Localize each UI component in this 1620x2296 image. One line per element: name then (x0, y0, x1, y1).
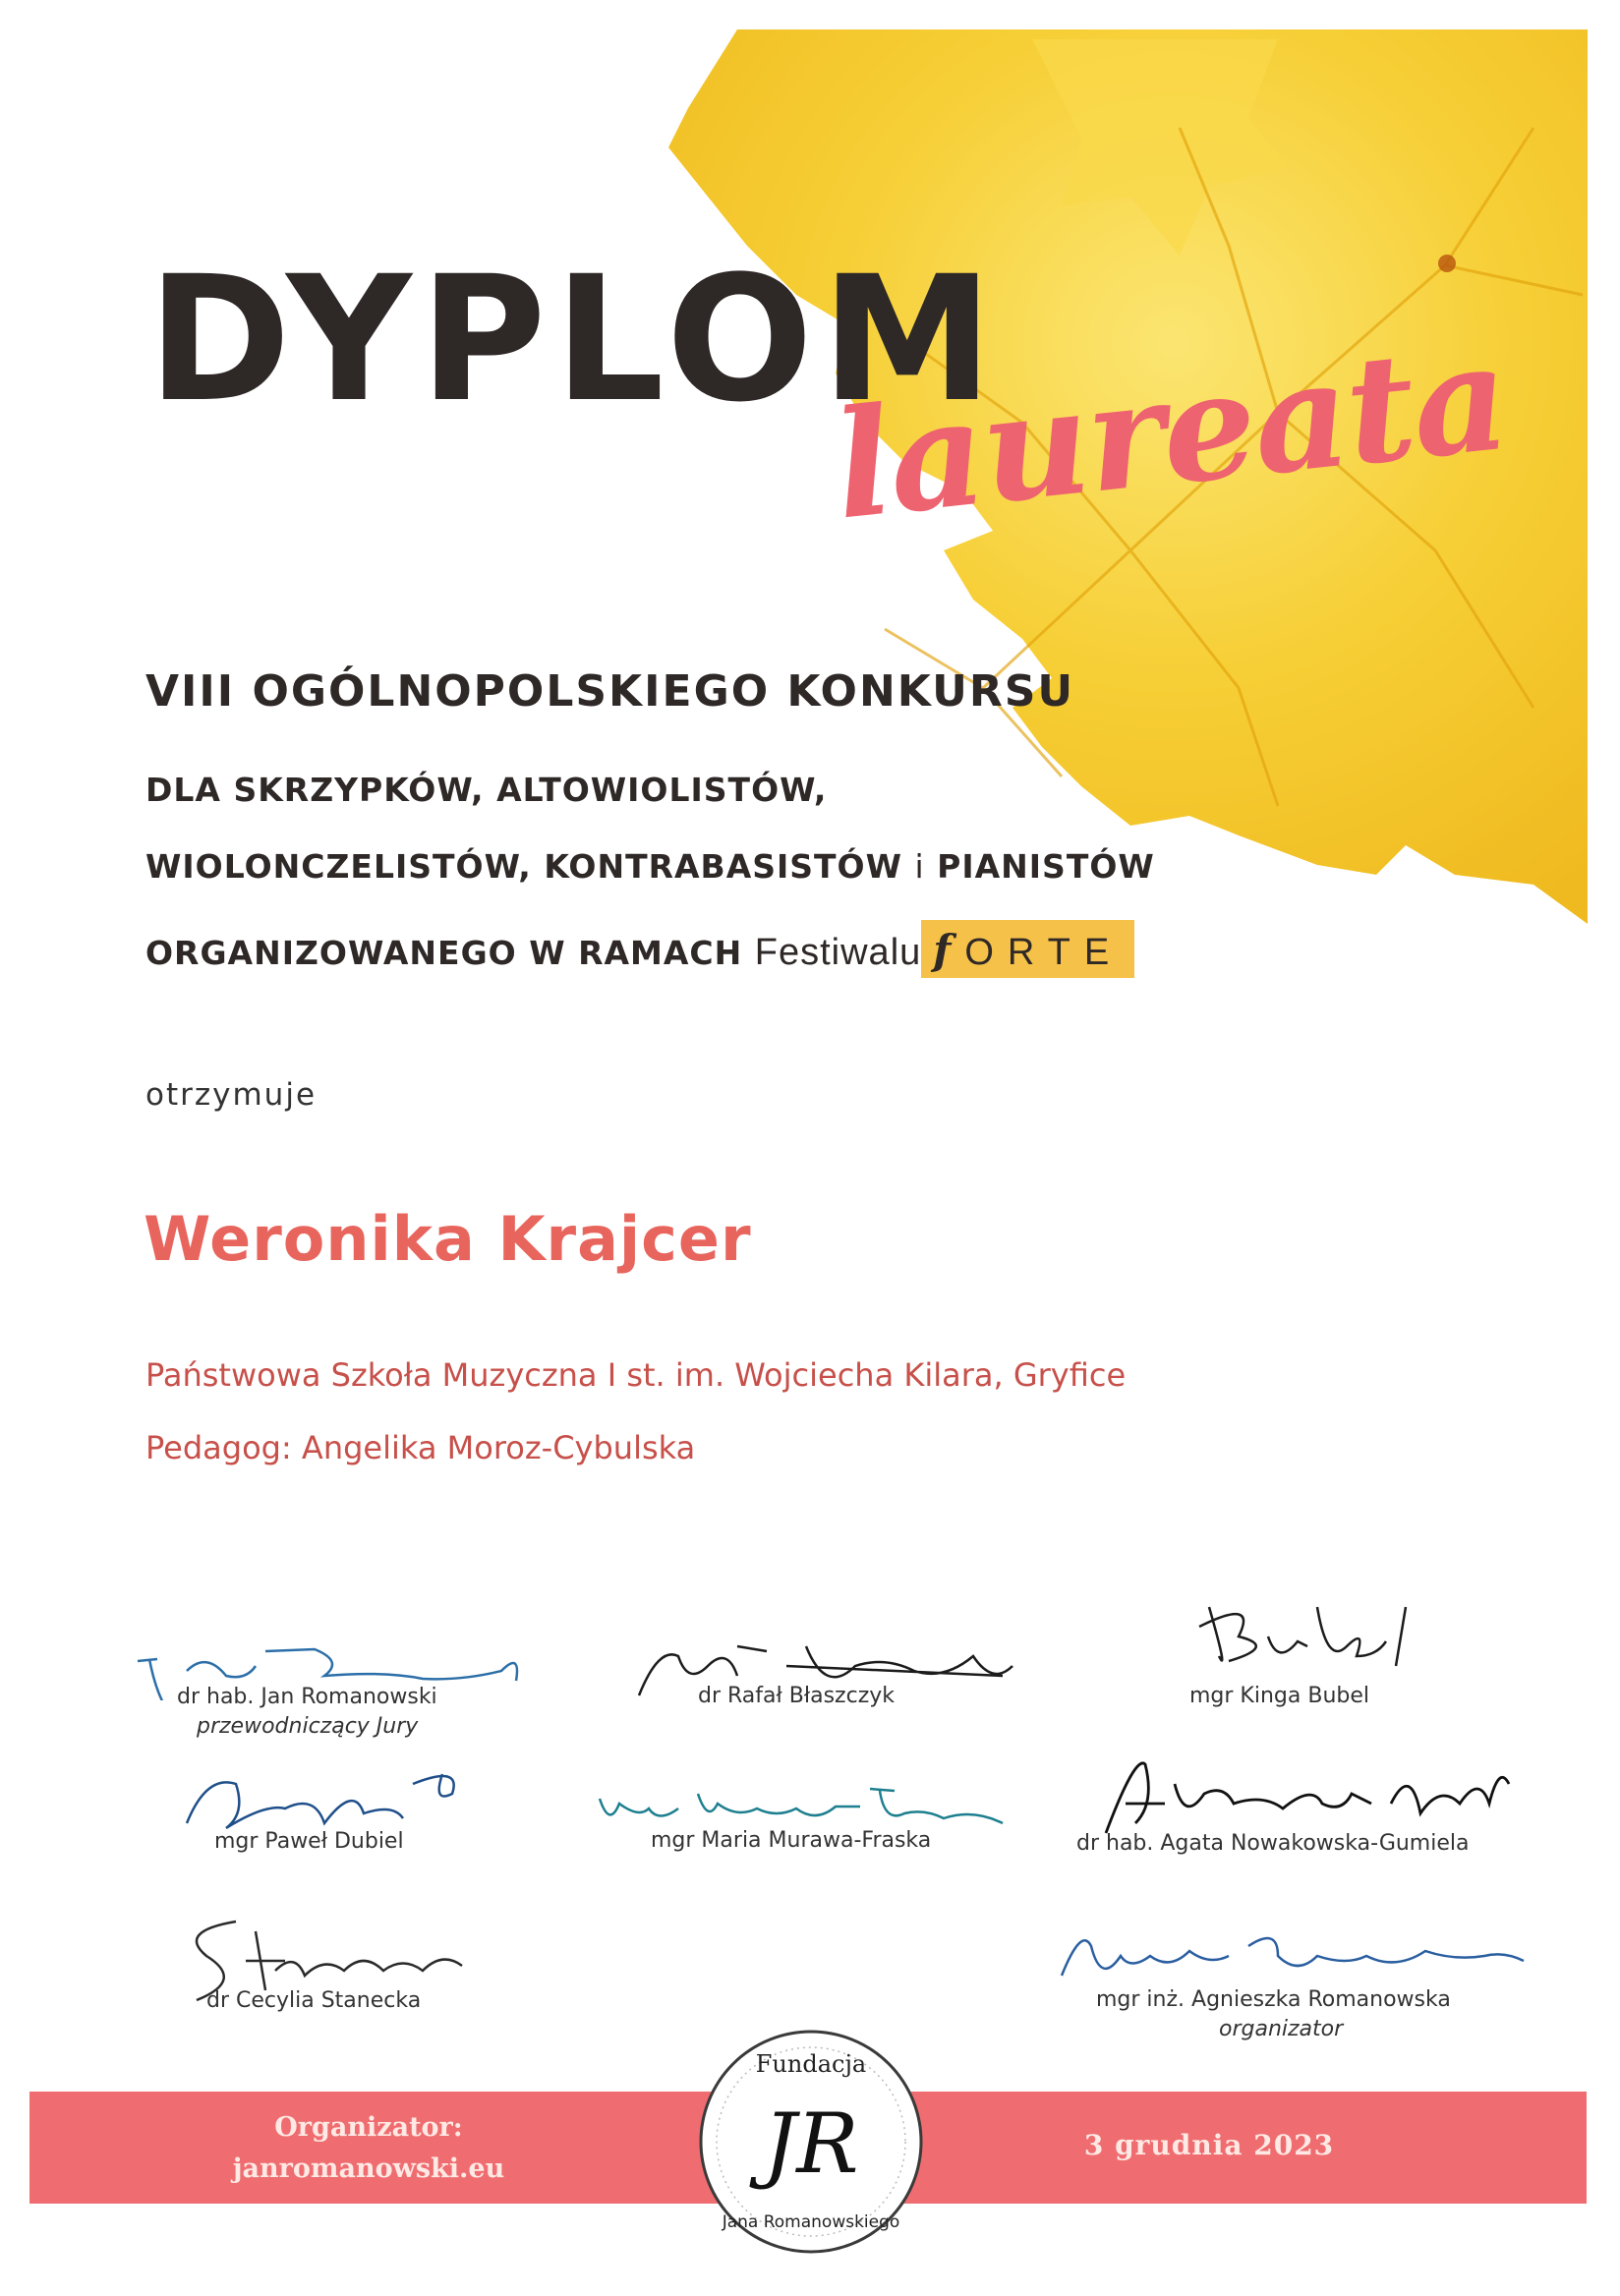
signature-block (167, 1754, 501, 1863)
handwritten-signature (1170, 1587, 1504, 1676)
contest-line-4 (145, 920, 1134, 978)
jury-member-name: dr hab. Agata Nowakowska-Gumiela (1076, 1831, 1470, 1856)
jury-member-name: mgr inż. Agnieszka Romanowska (1096, 1987, 1451, 2012)
jury-member-name: dr Rafał Błaszczyk (698, 1684, 895, 1708)
jury-member-name: mgr Paweł Dubiel (214, 1829, 404, 1854)
signature-block (177, 1912, 492, 2020)
logo-bottom-text: Jana Romanowskiego (722, 2212, 900, 2232)
foundation-logo (694, 2025, 928, 2259)
handwritten-signature (1052, 1917, 1543, 1995)
recipient-name: Weronika Krajcer (144, 1203, 752, 1275)
jury-member-role: organizator (1219, 2017, 1344, 2041)
award-date: 3 grudnia 2023 (1083, 2129, 1335, 2161)
jury-member-name: dr hab. Jan Romanowski (177, 1685, 437, 1709)
festival-word: Festiwalu (754, 932, 922, 973)
contest-line-3-b: PIANISTÓW (924, 847, 1155, 886)
contest-line-2: DLA SKRZYPKÓW, ALTOWIOLISTÓW, (145, 771, 828, 809)
contest-line-3-a: WIOLONCZELISTÓW, KONTRABASISTÓW (145, 847, 915, 886)
contest-line-3-i: i (914, 847, 925, 886)
signature-block (629, 1627, 1022, 1735)
contest-line-3 (145, 847, 1155, 886)
organizer-website: janromanowski.eu (232, 2153, 505, 2184)
organizer-block (226, 2107, 511, 2190)
logo-top-text: Fundacja (755, 2050, 867, 2078)
contest-line-4-text: ORGANIZOWANEGO W RAMACH (145, 934, 755, 972)
forte-logo-rest: ORTE (964, 932, 1124, 973)
handwritten-signature (1076, 1745, 1538, 1843)
signature-block (1170, 1587, 1504, 1715)
logo-monogram: JR (763, 2095, 859, 2192)
jury-member-name: mgr Kinga Bubel (1189, 1684, 1370, 1708)
jury-member-name: dr Cecylia Stanecka (206, 1988, 422, 2013)
signature-block (1076, 1745, 1538, 1863)
jury-member-role: przewodniczący Jury (197, 1714, 419, 1739)
forte-logo (921, 920, 1134, 978)
receives-label: otrzymuje (145, 1077, 318, 1113)
signature-block (1052, 1917, 1543, 2044)
diploma-subtitle: laureata (826, 310, 1515, 553)
contest-heading: VIII OGÓLNOPOLSKIEGO KONKURSU (145, 666, 1075, 717)
diploma-title: DYPLOM (147, 239, 1002, 440)
teacher-name: Pedagog: Angelika Moroz-Cybulska (145, 1429, 696, 1466)
organizer-label: Organizator: (274, 2112, 463, 2143)
school-name: Państwowa Szkoła Muzyczna I st. im. Wojciecha Kilara, Gryfice (145, 1356, 1127, 1394)
forte-logo-f: f (933, 926, 965, 974)
signature-block (128, 1622, 560, 1750)
jury-member-name: mgr Maria Murawa-Fraska (651, 1828, 932, 1853)
signature-block (590, 1769, 1042, 1867)
